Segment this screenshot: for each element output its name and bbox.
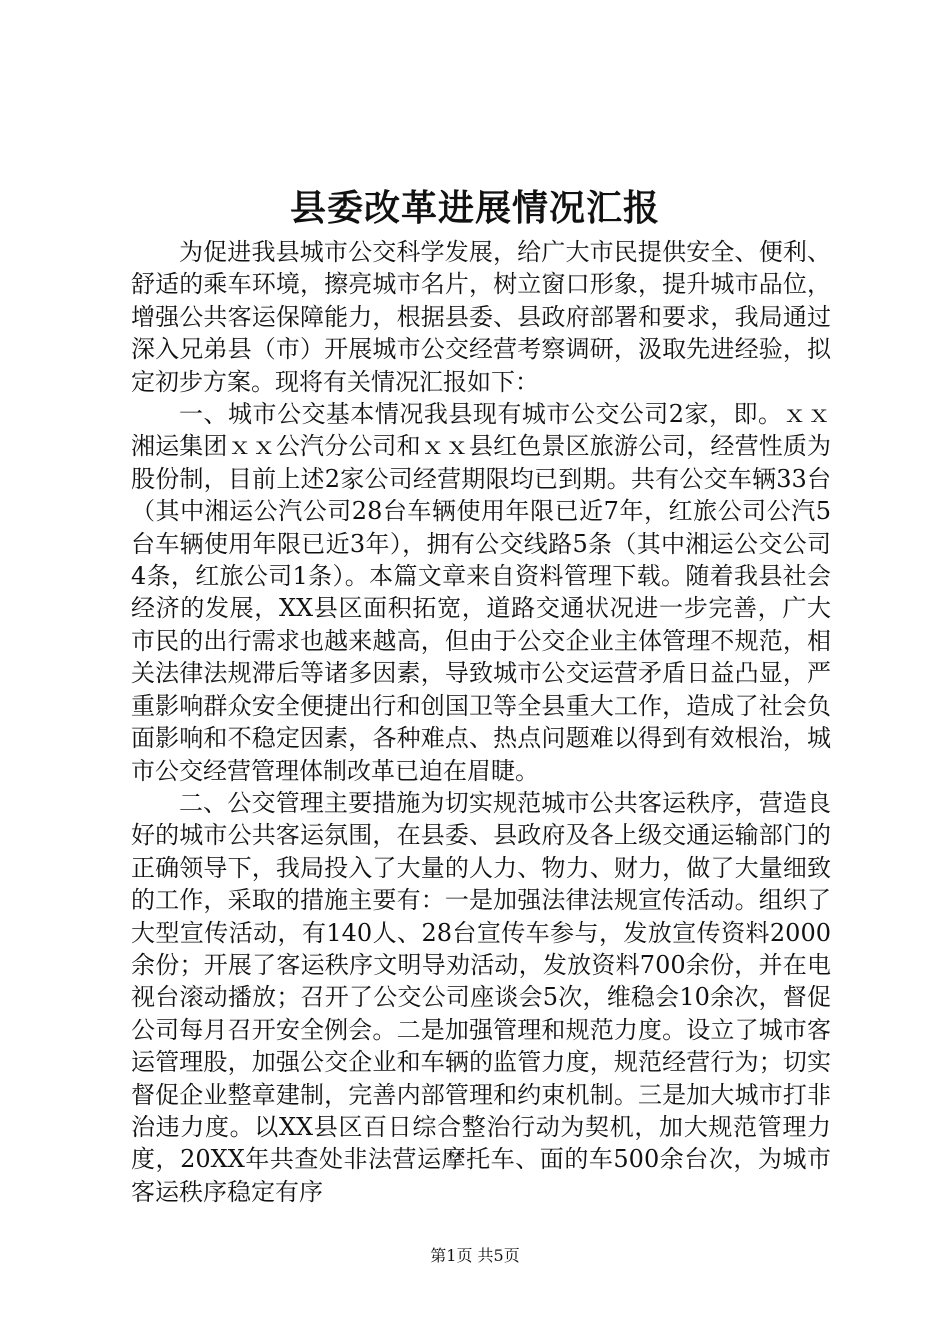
document-title: 县委改革进展情况汇报	[289, 187, 660, 229]
paragraph-intro: 为促进我县城市公交科学发展，给广大市民提供安全、便利、舒适的乘车环境，擦亮城市名片，树立窗口形象，提升城市品位，增强公共客运保障能力，根据县委、县政府部署和要求，我局通过深入兄弟县（市）开展城市公交经营考察调研，汲取先进经验，拟定初步方案。现将有关情况汇报如下：	[131, 238, 831, 396]
document-body	[131, 236, 831, 1208]
paragraph-section-1: 一、城市公交基本情况我县现有城市公交公司2家，即。ｘｘ湘运集团ｘｘ公汽分公司和ｘｘ县红色景区旅游公司，经营性质为股份制，目前上述2家公司经营期限均已到期。共有公交车辆33台（其中湘运公汽公司28台车辆使用年限已近7年，红旅公司公汽5台车辆使用年限已近3年），拥有公交线路5条（其中湘运公交公司4条，红旅公司1条）。本篇文章来自资料管理下载。随着我县社会经济的发展，XX县区面积拓宽，道路交通状况进一步完善，广大市民的出行需求也越来越高，但由于公交企业主体管理不规范，相关法律法规滞后等诸多因素，导致城市公交运营矛盾日益凸显，严重影响群众安全便捷出行和创国卫等全县重大工作，造成了社会负面影响和不稳定因素，各种难点、热点问题难以得到有效根治，城市公交经营管理体制改革已迫在眉睫。	[131, 400, 831, 785]
paragraph-section-2: 二、公交管理主要措施为切实规范城市公共客运秩序，营造良好的城市公共客运氛围，在县委、县政府及各上级交通运输部门的正确领导下，我局投入了大量的人力、物力、财力，做了大量细致的工作，采取的措施主要有：一是加强法律法规宣传活动。组织了大型宣传活动，有140人、28台宣传车参与，发放宣传资料2000余份；开展了客运秩序文明导劝活动，发放资料700余份，并在电视台滚动播放；召开了公交公司座谈会5次，维稳会10余次，督促公司每月召开安全例会。二是加强管理和规范力度。设立了城市客运管理股，加强公交企业和车辆的监管力度，规范经营行为；切实督促企业整章建制，完善内部管理和约束机制。三是加大城市打非治违力度。以XX县区百日综合整治行动为契机，加大规范管理力度，20XX年共查处非法营运摩托车、面的车500余台次，为城市客运秩序稳定有序	[131, 788, 831, 1206]
page-footer: 第1页 共5页	[430, 1246, 520, 1265]
